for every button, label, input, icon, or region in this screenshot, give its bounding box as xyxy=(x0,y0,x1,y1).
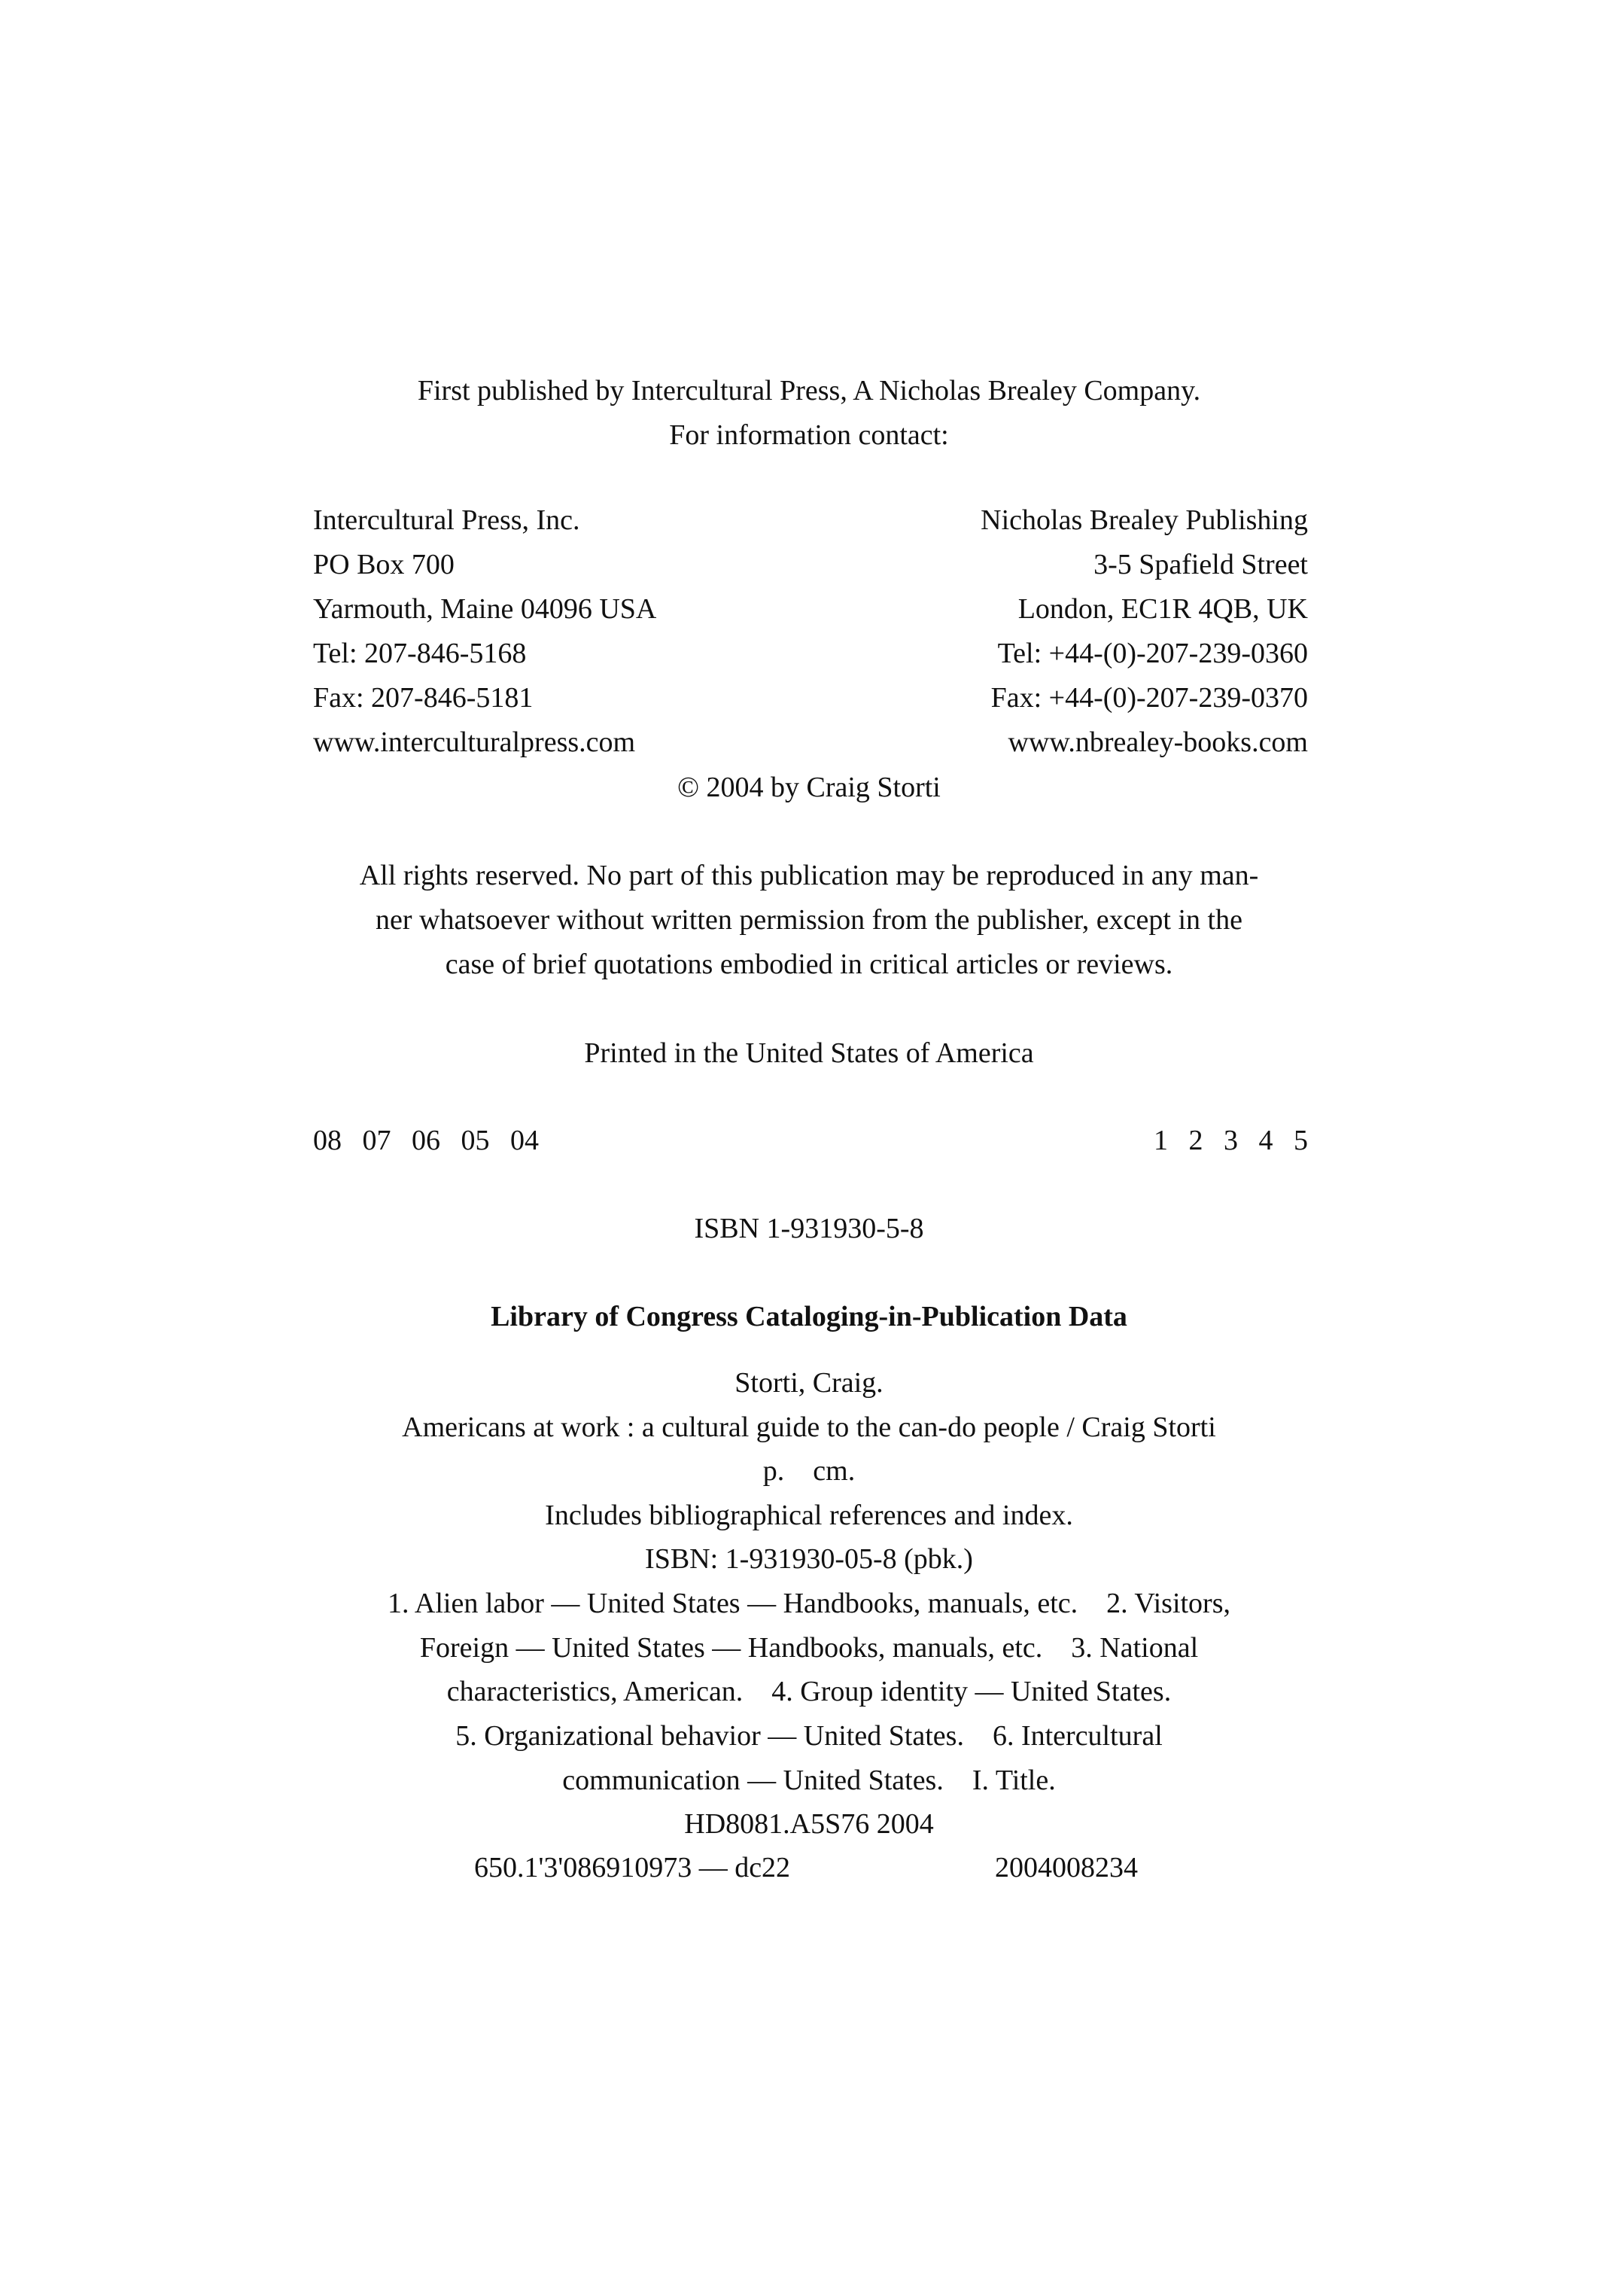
cip-line-9: 5. Organizational behavior — United States. 6. Intercultural xyxy=(455,1720,1163,1752)
cip-line-3: p. cm. xyxy=(762,1455,856,1487)
publisher-right-tel: Tel: +44-(0)-207-239-0360 xyxy=(997,638,1308,669)
publisher-address-left xyxy=(313,498,840,765)
cip-line-7: Foreign — United States — Handbooks, manuals, etc. 3. National xyxy=(419,1632,1199,1664)
publisher-right-name: Nicholas Brealey Publishing xyxy=(981,504,1308,536)
cip-line-10: communication — United States. I. Title. xyxy=(562,1765,1056,1796)
publisher-left-tel: Tel: 207-846-5168 xyxy=(313,638,527,669)
publisher-left-fax: Fax: 207-846-5181 xyxy=(313,682,534,714)
publisher-left-website: www.interculturalpress.com xyxy=(313,726,636,758)
publisher-left-name: Intercultural Press, Inc. xyxy=(313,504,580,536)
rights-line-1: All rights reserved. No part of this publication may be reproduced in any man- xyxy=(359,860,1259,891)
cip-heading: Library of Congress Cataloging-in-Publication Data xyxy=(491,1301,1127,1332)
publisher-right-street: 3-5 Spafield Street xyxy=(1093,549,1308,580)
publisher-left-box: PO Box 700 xyxy=(313,549,455,580)
print-years: 08 07 06 05 04 xyxy=(313,1125,539,1156)
publisher-right-city: London, EC1R 4QB, UK xyxy=(1017,593,1308,625)
lccn-number: 2004008234 xyxy=(995,1852,1138,1883)
publisher-left-city: Yarmouth, Maine 04096 USA xyxy=(313,593,657,625)
dewey-classification: 650.1'3'086910973 — dc22 xyxy=(474,1852,791,1883)
cip-line-5: ISBN: 1-931930-05-8 (pbk.) xyxy=(645,1543,973,1575)
copyright-line: © 2004 by Craig Storti xyxy=(677,772,941,803)
isbn-line: ISBN 1-931930-5-8 xyxy=(694,1213,924,1244)
published-by-line: First published by Intercultural Press, A Nicholas Brealey Company. xyxy=(417,375,1201,407)
cip-line-8: characteristics, American. 4. Group identity — United States. xyxy=(446,1676,1172,1707)
cip-line-2: Americans at work : a cultural guide to the can-do people / Craig Storti xyxy=(402,1411,1216,1443)
cip-line-4: Includes bibliographical references and index. xyxy=(545,1500,1073,1531)
cip-line-6: 1. Alien labor — United States — Handbooks, manuals, etc. 2. Visitors, xyxy=(388,1588,1230,1619)
publisher-address-right xyxy=(781,498,1308,765)
publisher-right-website: www.nbrealey-books.com xyxy=(1008,726,1308,758)
rights-line-3: case of brief quotations embodied in critical articles or reviews. xyxy=(445,949,1173,980)
cip-line-11: HD8081.A5S76 2004 xyxy=(684,1808,934,1840)
cip-line-1: Storti, Craig. xyxy=(734,1367,884,1399)
contact-line: For information contact: xyxy=(669,419,949,451)
publisher-right-fax: Fax: +44-(0)-207-239-0370 xyxy=(990,682,1308,714)
rights-line-2: ner whatsoever without written permission from the publisher, except in the xyxy=(376,904,1242,936)
printed-in-line: Printed in the United States of America xyxy=(584,1037,1034,1069)
print-run-numbers: 1 2 3 4 5 xyxy=(1154,1125,1308,1156)
